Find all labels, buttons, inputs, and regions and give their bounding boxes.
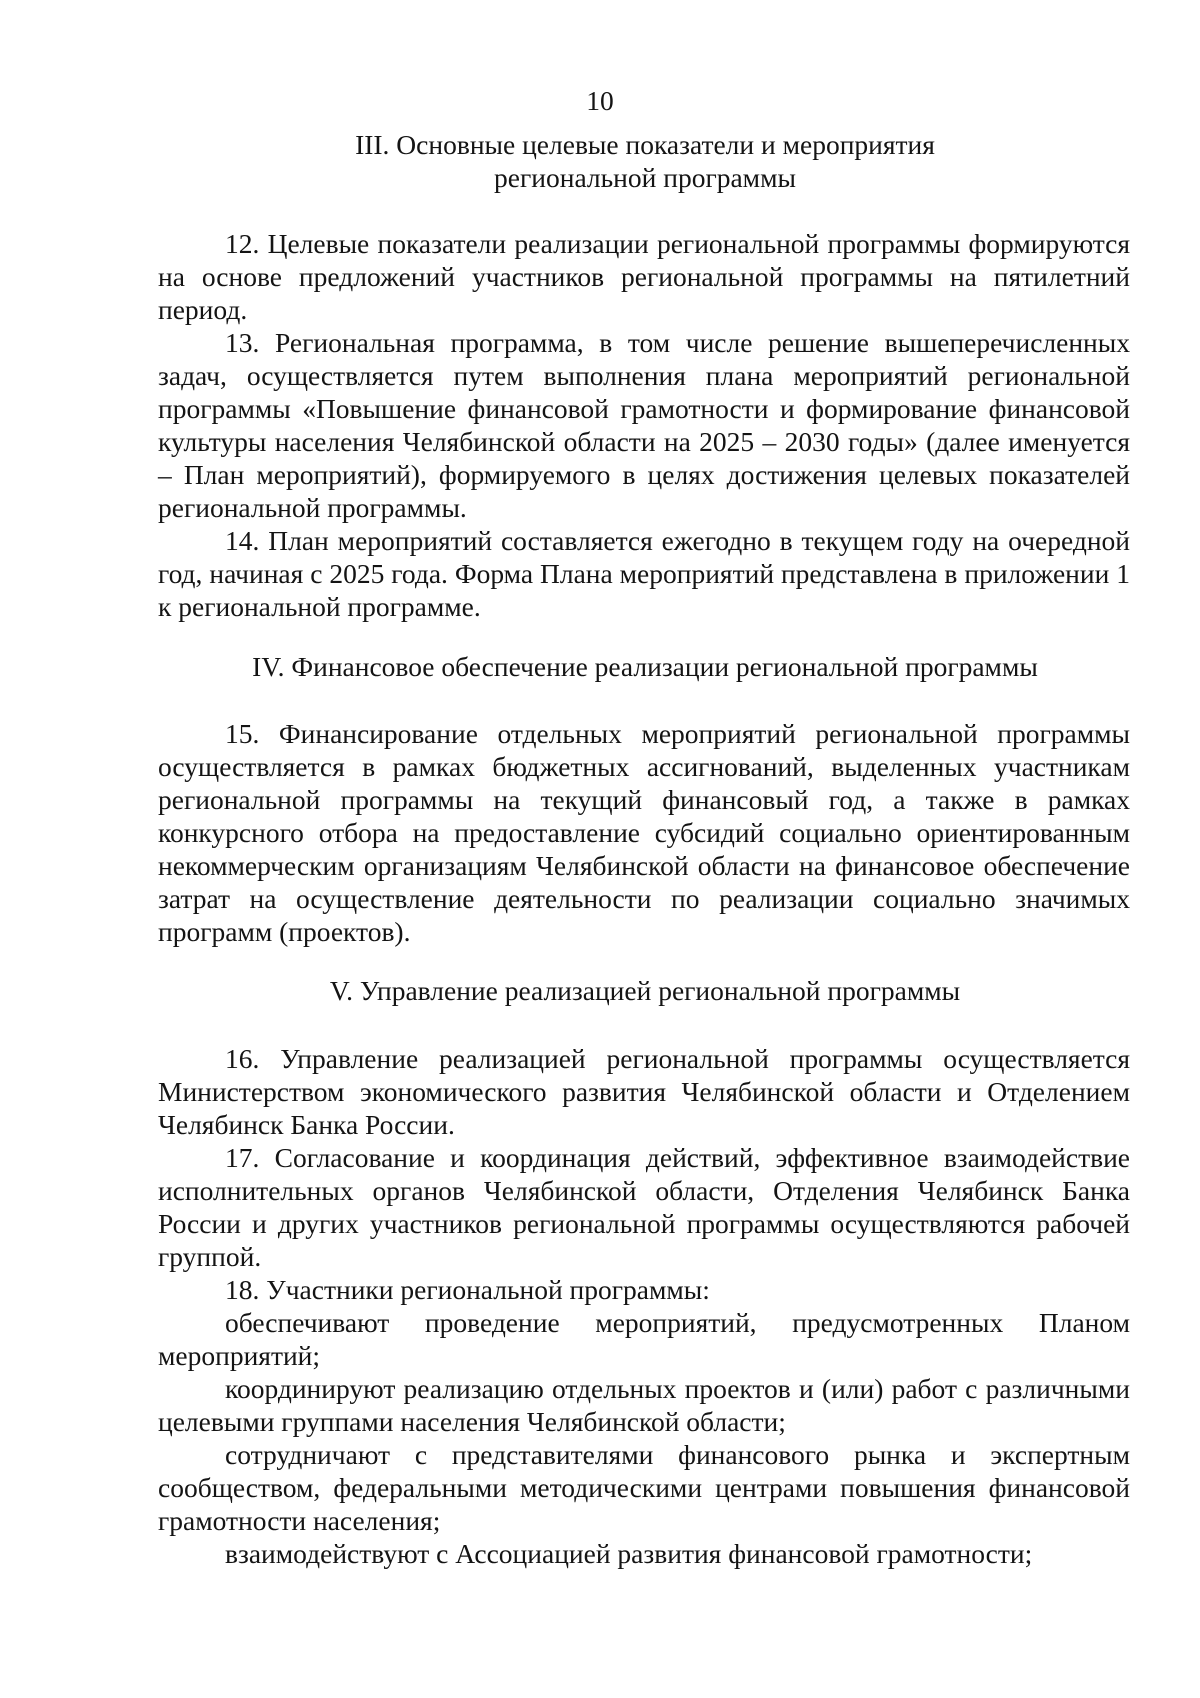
list-item-coordinate-projects: координируют реализацию отдельных проектов и (или) работ с различными целевыми группами населения Челябинской области;	[158, 1373, 1130, 1437]
paragraph-14: 14. План мероприятий составляется ежегодно в текущем году на очередной год, начиная с 2025 года. Форма Плана мероприятий представлена в приложении 1 к региональной программе.	[158, 525, 1130, 622]
section-3-heading-line-1: III. Основные целевые показатели и мероприятия	[355, 129, 935, 160]
section-3-heading-line-2: региональной программы	[494, 162, 796, 193]
paragraph-12: 12. Целевые показатели реализации региональной программы формируются на основе предложений участников региональной программы на пятилетний период.	[158, 228, 1130, 325]
paragraph-18-intro: 18. Участники региональной программы:	[225, 1274, 710, 1305]
section-3-body	[158, 227, 1130, 623]
paragraph-15: 15. Финансирование отдельных мероприятий региональной программы осуществляется в рамках бюджетных ассигнований, выделенных участникам региональной программы на текущий финансовый год, а также в рамках конкурсного отбора на предоставление субсидий социально ориентированным некоммерческим организациям Челябинской области на финансовое обеспечение затрат на осуществление деятельности по реализации социально значимых программ (проектов).	[158, 718, 1130, 947]
paragraph-17: 17. Согласование и координация действий, эффективное взаимодействие исполнительных органов Челябинской области, Отделения Челябинск Банка России и других участников региональной программы осуществляются рабочей группой.	[158, 1142, 1130, 1272]
paragraph-16: 16. Управление реализацией региональной программы осуществляется Министерством экономического развития Челябинской области и Отделением Челябинск Банка России.	[158, 1043, 1130, 1140]
list-item-interact-association: взаимодействуют с Ассоциацией развития финансовой грамотности;	[225, 1538, 1033, 1569]
section-5-body	[158, 1042, 1130, 1570]
section-4-body	[158, 717, 1130, 948]
section-5-heading: V. Управление реализацией региональной программы	[329, 975, 961, 1006]
paragraph-13: 13. Региональная программа, в том числе решение вышеперечисленных задач, осуществляется путем выполнения плана мероприятий региональной программы «Повышение финансовой грамотности и формирование финансовой культуры населения Челябинской области на 2025 – 2030 годы» (далее именуется – План мероприятий), формируемого в целях достижения целевых показателей региональной программы.	[158, 327, 1130, 523]
page-number: 10	[586, 85, 614, 116]
list-item-cooperate-market: сотрудничают с представителями финансового рынка и экспертным сообществом, федеральными методическими центрами повышения финансовой грамотности населения;	[158, 1439, 1130, 1536]
list-item-provide-events: обеспечивают проведение мероприятий, предусмотренных Планом мероприятий;	[158, 1307, 1130, 1371]
section-4-heading: IV. Финансовое обеспечение реализации региональной программы	[252, 651, 1038, 682]
section-3-heading	[160, 128, 1130, 194]
